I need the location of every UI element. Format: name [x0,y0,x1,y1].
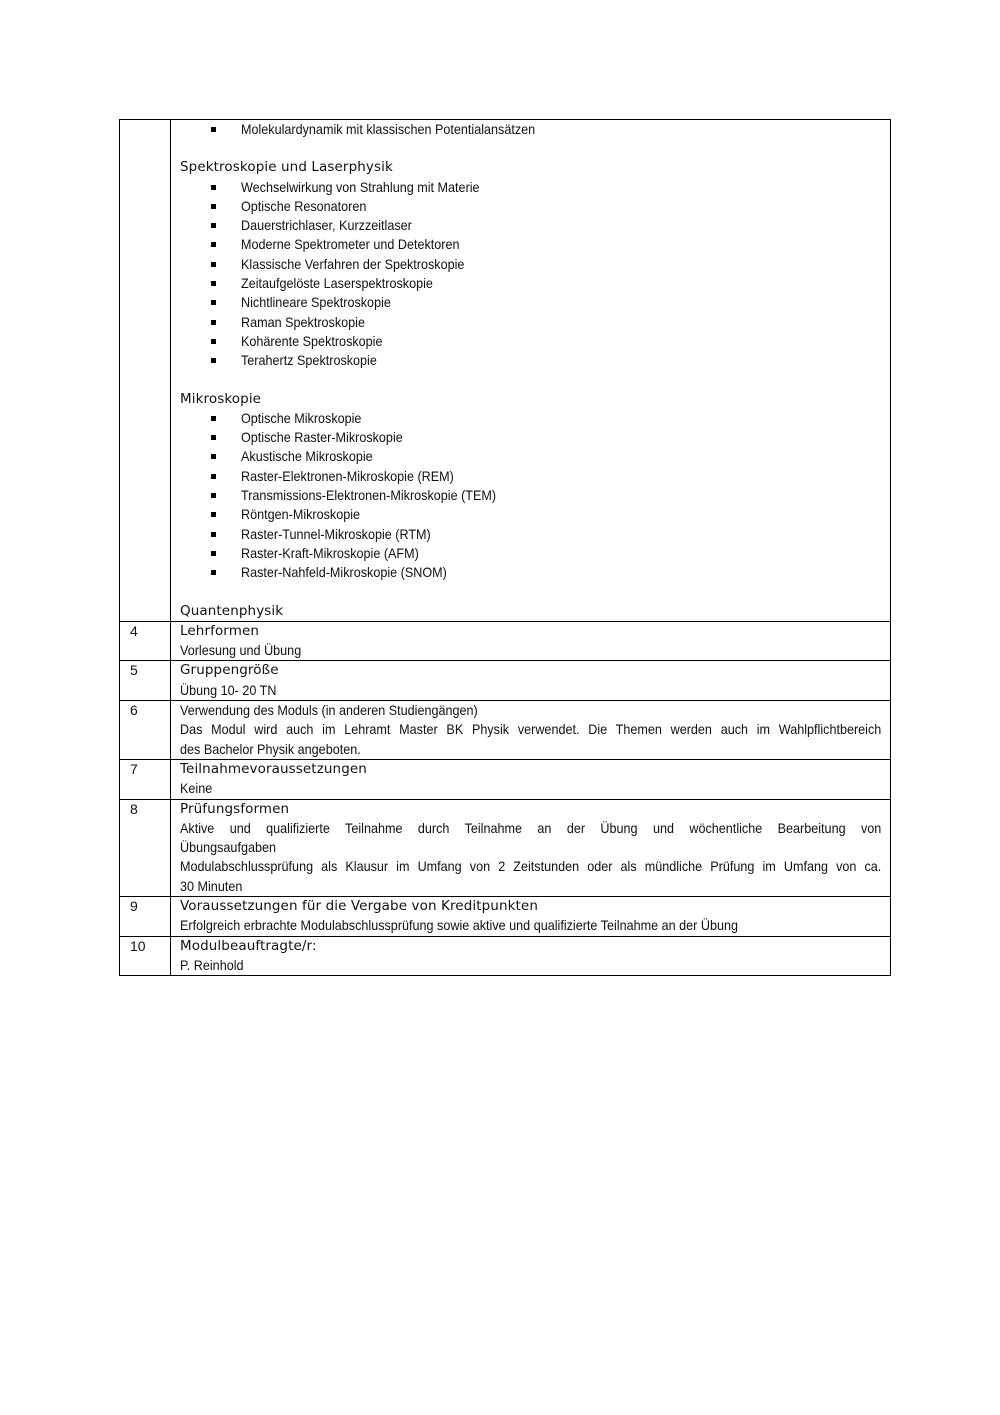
row-number: 10 [120,936,171,976]
row-heading: Lehrformen [180,622,260,639]
square-bullet-icon [211,551,216,556]
row-number: 5 [120,661,171,701]
list-item: Röntgen-Mikroskopie [180,505,882,524]
square-bullet-icon [211,532,216,537]
section-title-quantenphysik: Quantenphysik [180,602,284,619]
list-item: Raman Spektroskopie [180,313,882,332]
row-text: Vorlesung und Übung [180,642,302,659]
list-item: Akustische Mikroskopie [180,447,882,466]
square-bullet-icon [211,339,216,344]
list-item: Wechselwirkung von Strahlung mit Materie [180,178,882,197]
row-text-line: Übungsaufgaben [180,839,276,856]
row-text: Übung 10- 20 TN [180,681,277,698]
row-text-line: Aktive und qualifizierte Teilnahme durch Teilnahme an der Übung und wöchentliche Bearbeitung von [180,819,882,836]
row-heading: Gruppengröße [180,662,279,679]
row-text: P. Reinhold [180,956,244,973]
square-bullet-icon [211,358,216,363]
section-title-spektroskopie: Spektroskopie und Laserphysik [180,159,393,176]
row-number: 7 [120,759,171,799]
square-bullet-icon [211,204,216,209]
list-item: Klassische Verfahren der Spektroskopie [180,255,882,274]
row-text-line: Modulabschlussprüfung als Klausur im Umfang von 2 Zeitstunden oder als mündliche Prüfung im Umfang von ca. [180,858,882,875]
square-bullet-icon [211,416,216,421]
list-item: Optische Resonatoren [180,197,882,216]
list-item: Optische Mikroskopie [180,409,882,428]
bullet-list-top [180,120,882,139]
table-row-8 [120,799,891,896]
list-item: Raster-Elektronen-Mikroskopie (REM) [180,467,882,486]
row-heading: Teilnahmevoraussetzungen [180,760,367,777]
table-row-contents [120,120,891,622]
table-row-10 [120,936,891,976]
list-item: Raster-Kraft-Mikroskopie (AFM) [180,544,882,563]
section-title-mikroskopie: Mikroskopie [180,390,262,407]
row-number: 8 [120,799,171,896]
square-bullet-icon [211,493,216,498]
square-bullet-icon [211,570,216,575]
row-text: Erfolgreich erbrachte Modulabschlussprüfung sowie aktive und qualifizierte Teilnahme an der Übung [180,917,738,934]
square-bullet-icon [211,512,216,517]
list-item: Molekulardynamik mit klassischen Potentialansätzen [180,120,882,139]
list-item: Optische Raster-Mikroskopie [180,428,882,447]
bullet-list-spektroskopie [180,178,882,371]
list-item: Zeitaufgelöste Laserspektroskopie [180,274,882,293]
list-item: Nichtlineare Spektroskopie [180,293,882,312]
row-text-line: 30 Minuten [180,877,243,894]
list-item: Transmissions-Elektronen-Mikroskopie (TEM) [180,486,882,505]
list-item: Moderne Spektrometer und Detektoren [180,235,882,254]
list-item: Terahertz Spektroskopie [180,351,882,370]
row-heading: Modulbeauftragte/r: [180,937,317,954]
table-row-5 [120,661,891,701]
row-number: 9 [120,896,171,936]
list-item: Raster-Nahfeld-Mikroskopie (SNOM) [180,563,882,582]
table-row-6 [120,701,891,760]
row-text-line: Das Modul wird auch im Lehramt Master BK Physik verwendet. Die Themen werden auch im Wahlpflichtbereich [180,721,882,738]
square-bullet-icon [211,435,216,440]
row-text-line: des Bachelor Physik angeboten. [180,740,361,757]
square-bullet-icon [211,223,216,228]
table-row-7 [120,759,891,799]
row-heading: Verwendung des Moduls (in anderen Studiengängen) [180,702,478,719]
square-bullet-icon [211,300,216,305]
table-row-4 [120,621,891,661]
list-item: Dauerstrichlaser, Kurzzeitlaser [180,216,882,235]
row-number: 6 [120,701,171,760]
row-heading: Prüfungsformen [180,800,290,817]
square-bullet-icon [211,474,216,479]
table-row-9 [120,896,891,936]
square-bullet-icon [211,320,216,325]
module-table [119,119,891,976]
square-bullet-icon [211,262,216,267]
square-bullet-icon [211,185,216,190]
row-heading: Voraussetzungen für die Vergabe von Kreditpunkten [180,897,538,914]
row-text: Keine [180,780,213,797]
square-bullet-icon [211,242,216,247]
row-number: 4 [120,621,171,661]
square-bullet-icon [211,454,216,459]
list-item: Kohärente Spektroskopie [180,332,882,351]
square-bullet-icon [211,127,216,132]
bullet-list-mikroskopie [180,409,882,583]
square-bullet-icon [211,281,216,286]
contents-cell [171,120,891,622]
row-number-empty [120,120,171,622]
list-item: Raster-Tunnel-Mikroskopie (RTM) [180,525,882,544]
